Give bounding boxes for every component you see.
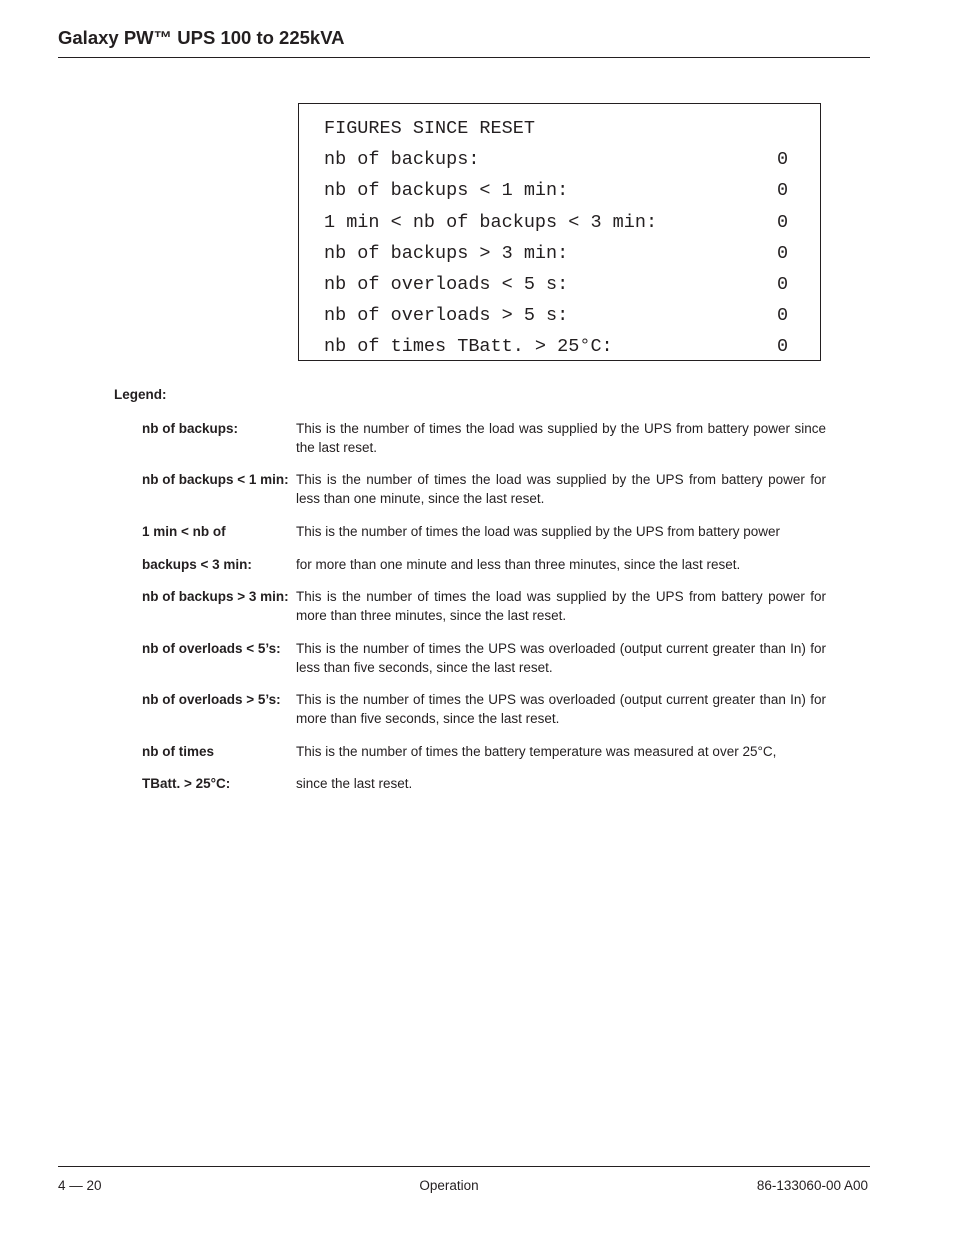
legend-definition: for more than one minute and less than three minutes, since the last reset.	[296, 557, 741, 572]
display-row-value: 0	[777, 180, 789, 201]
legend-term: nb of backups:	[142, 421, 239, 436]
footer-divider	[58, 1166, 870, 1167]
display-row-label: nb of backups > 3 min:	[324, 243, 569, 264]
legend-term: nb of overloads > 5’s:	[142, 692, 281, 707]
display-title: FIGURES SINCE RESET	[324, 118, 535, 139]
display-row-value: 0	[777, 305, 789, 326]
section-name: Operation	[419, 1178, 479, 1193]
legend-title: Legend:	[114, 387, 167, 402]
document-title: Galaxy PW™ UPS 100 to 225kVA	[58, 27, 345, 48]
page-number: 4 — 20	[58, 1178, 102, 1193]
legend-definition: This is the number of times the UPS was overloaded (output current greater than In) for more than five seconds, since the last reset.	[296, 692, 826, 726]
legend-term: nb of times	[142, 744, 215, 759]
legend-definition: This is the number of times the load was supplied by the UPS from battery power for less than one minute, since the last reset.	[296, 472, 826, 506]
legend-term: nb of backups < 1 min:	[142, 472, 289, 487]
display-row-label: 1 min < nb of backups < 3 min:	[324, 212, 658, 233]
display-row-label: nb of backups < 1 min:	[324, 180, 569, 201]
display-row-label: nb of times TBatt. > 25°C:	[324, 336, 613, 357]
document-number: 86-133060-00 A00	[756, 1178, 868, 1193]
lcd-display-panel	[298, 103, 821, 361]
header-divider	[58, 57, 870, 58]
legend-term: 1 min < nb of	[142, 524, 226, 539]
display-row-value: 0	[777, 243, 789, 264]
legend-term: nb of overloads < 5’s:	[142, 641, 281, 656]
display-row-value: 0	[777, 274, 789, 295]
legend-definition: This is the number of times the load was supplied by the UPS from battery power	[296, 524, 780, 539]
display-row-value: 0	[777, 336, 789, 357]
display-row-label: nb of backups:	[324, 149, 480, 170]
legend-definition: This is the number of times the UPS was overloaded (output current greater than In) for less than five seconds, since the last reset.	[296, 641, 826, 675]
display-row-label: nb of overloads < 5 s:	[324, 274, 569, 295]
legend-term: TBatt. > 25°C:	[142, 776, 231, 791]
legend-definition: since the last reset.	[296, 776, 413, 791]
legend-definition: This is the number of times the battery temperature was measured at over 25°C,	[296, 744, 777, 759]
legend-term: nb of backups > 3 min:	[142, 589, 289, 604]
legend-definition: This is the number of times the load was supplied by the UPS from battery power since the last reset.	[296, 421, 826, 455]
legend-definition: This is the number of times the load was supplied by the UPS from battery power for more than three minutes, since the last reset.	[296, 589, 826, 623]
display-row-label: nb of overloads > 5 s:	[324, 305, 569, 326]
legend-term: backups < 3 min:	[142, 557, 252, 572]
display-row-value: 0	[777, 212, 789, 233]
display-row-value: 0	[777, 149, 789, 170]
